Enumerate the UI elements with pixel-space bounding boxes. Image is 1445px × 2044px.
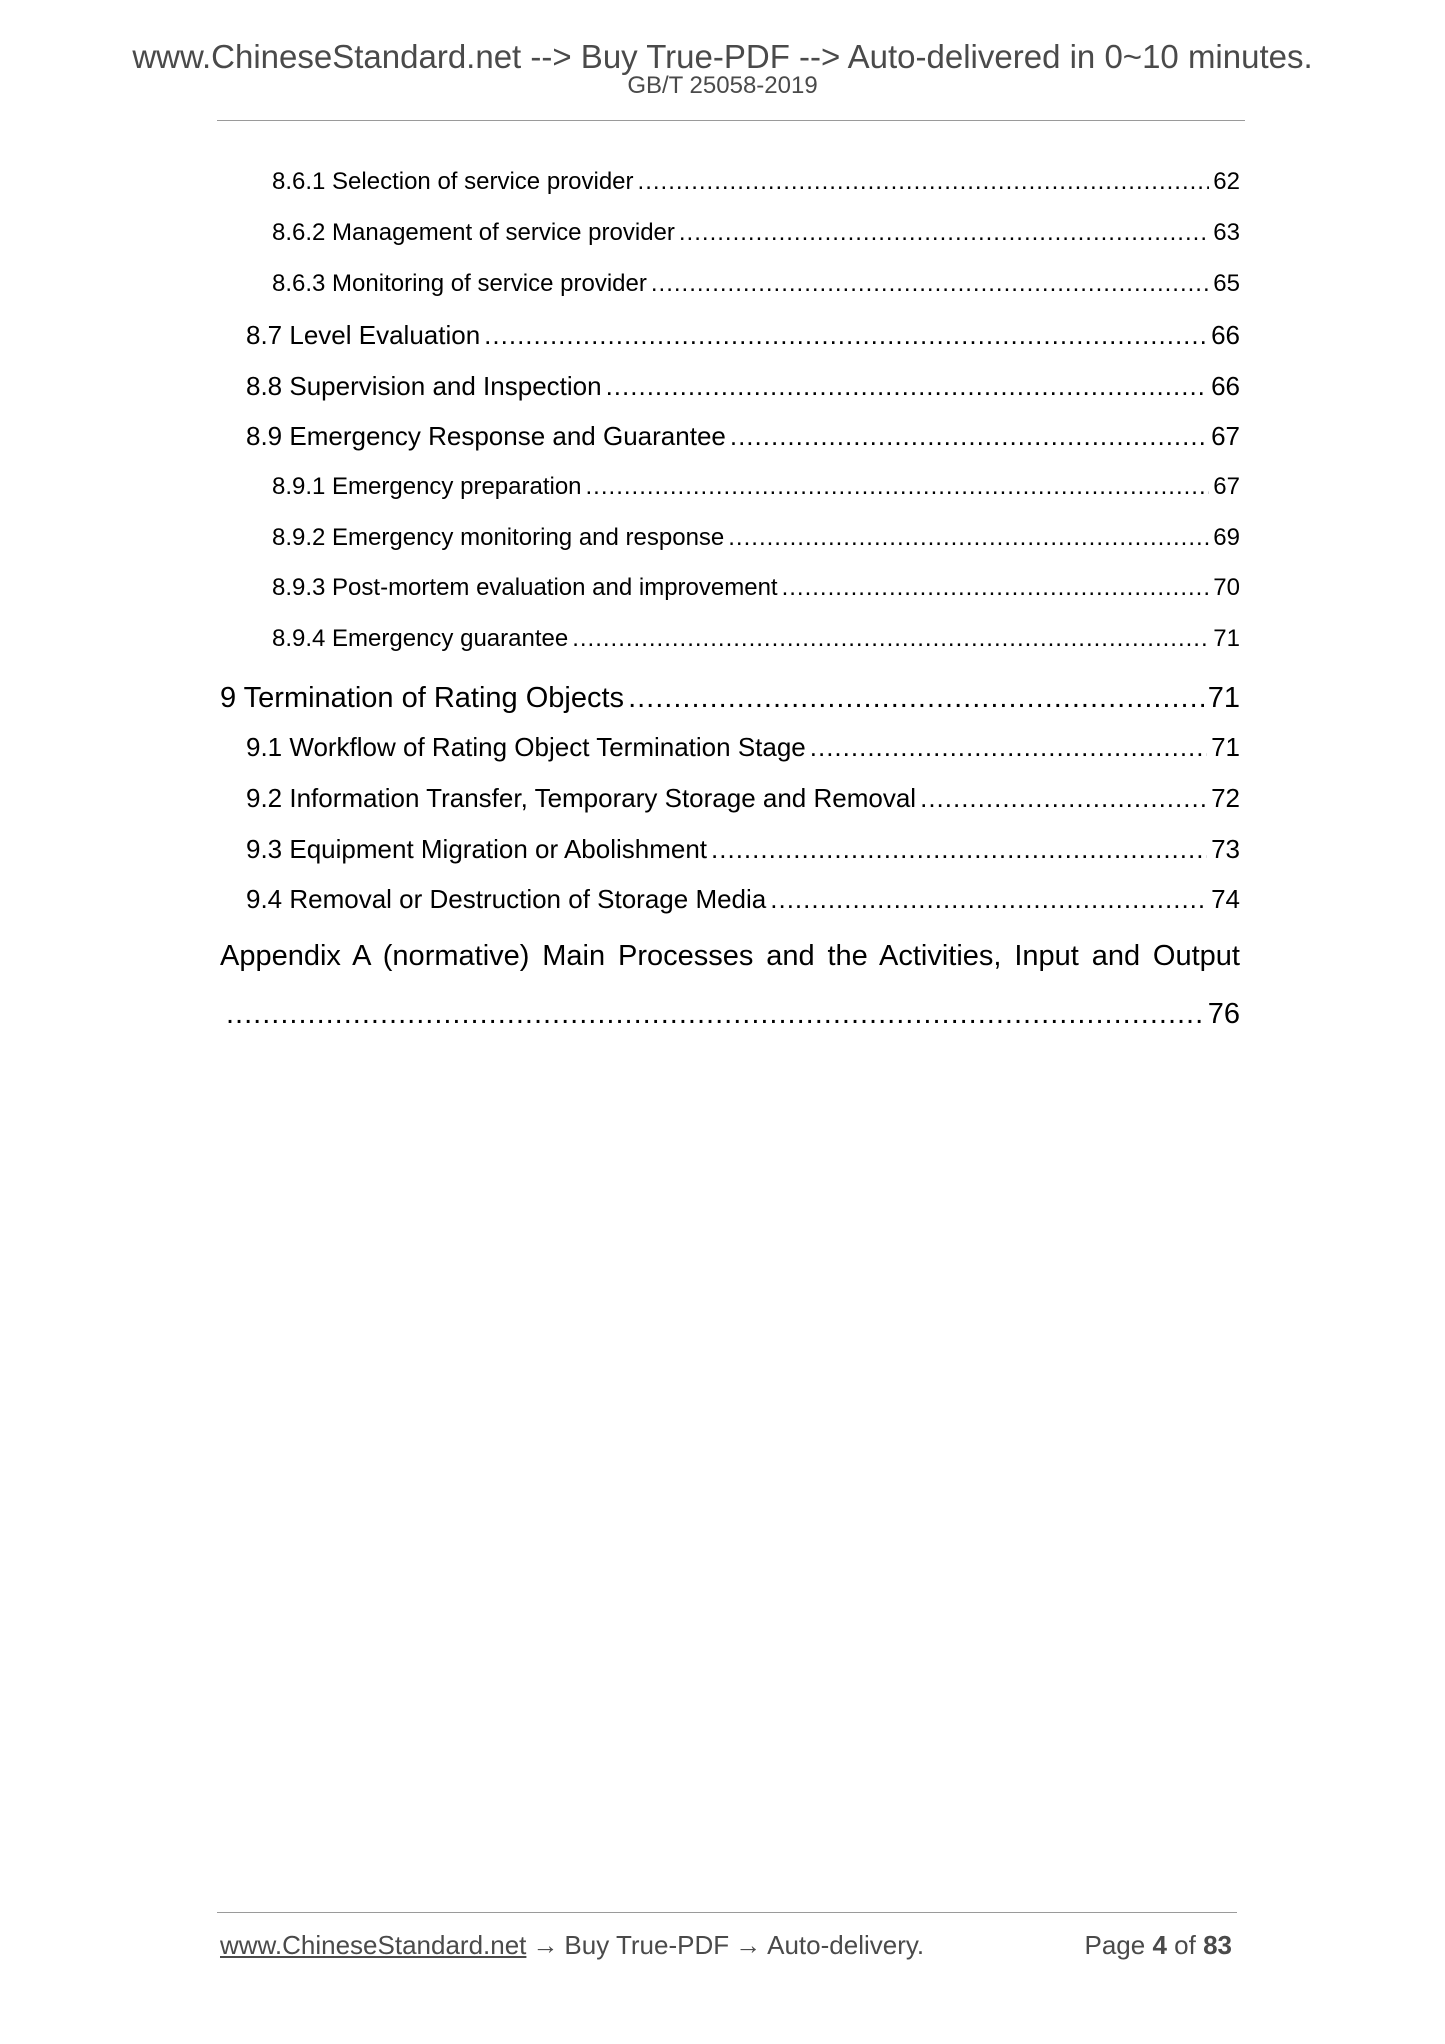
toc-entry-title: 8.7 Level Evaluation bbox=[246, 320, 481, 350]
toc-dot-leader bbox=[770, 884, 1207, 915]
header-divider bbox=[217, 120, 1245, 121]
toc-entry[interactable] bbox=[246, 421, 1240, 452]
toc-entry-title: 9 Termination of Rating Objects bbox=[220, 682, 625, 714]
toc-entry-page: 70 bbox=[1213, 574, 1240, 601]
toc-dot-leader bbox=[782, 574, 1210, 602]
toc-entry-page: 62 bbox=[1213, 168, 1240, 195]
auto-delivery-text: Auto-delivery. bbox=[767, 1930, 925, 1960]
toc-entry[interactable] bbox=[272, 270, 1240, 298]
toc-entry-page: 63 bbox=[1213, 219, 1240, 246]
toc-entry[interactable] bbox=[246, 732, 1240, 763]
page-label: Page bbox=[1084, 1930, 1146, 1960]
toc-entry[interactable] bbox=[272, 168, 1240, 196]
toc-entry[interactable] bbox=[246, 834, 1240, 865]
toc-entry[interactable] bbox=[246, 371, 1240, 402]
toc-entry-page: 67 bbox=[1213, 473, 1240, 500]
toc-entry-page: 71 bbox=[1213, 625, 1240, 652]
toc-dot-leader bbox=[572, 625, 1209, 653]
toc-entry[interactable] bbox=[246, 320, 1240, 351]
toc-entry-page: 65 bbox=[1213, 270, 1240, 297]
toc-entry-title: 9.2 Information Transfer, Temporary Storage and Removal bbox=[246, 783, 917, 813]
toc-entry-page: 69 bbox=[1213, 524, 1240, 551]
page-number: 4 bbox=[1152, 1930, 1167, 1960]
toc-entry-title: 9.4 Removal or Destruction of Storage Media bbox=[246, 884, 767, 914]
toc-dot-leader bbox=[606, 371, 1208, 402]
toc-entry-page: 71 bbox=[1207, 682, 1240, 714]
toc-entry[interactable] bbox=[246, 884, 1240, 915]
toc-entry-title: 9.1 Workflow of Rating Object Termination Stage bbox=[246, 732, 806, 762]
standard-code: GB/T 25058-2019 bbox=[627, 72, 818, 99]
toc-dot-leader bbox=[711, 834, 1207, 865]
toc-dot-leader bbox=[226, 998, 1204, 1031]
toc-entry-title: 8.6.3 Monitoring of service provider bbox=[272, 270, 647, 297]
toc-entry-title: 8.9 Emergency Response and Guarantee bbox=[246, 421, 726, 451]
toc-entry-title: 8.9.2 Emergency monitoring and response bbox=[272, 524, 725, 551]
toc-entry[interactable] bbox=[272, 625, 1240, 653]
toc-entry-title: 8.9.3 Post-mortem evaluation and improvement bbox=[272, 574, 778, 601]
footer-divider bbox=[217, 1912, 1237, 1913]
toc-entry-page: 67 bbox=[1211, 421, 1240, 451]
toc-entry-page: 73 bbox=[1211, 834, 1240, 864]
toc-dot-leader bbox=[728, 524, 1209, 552]
toc-appendix-title[interactable]: Appendix A (normative) Main Processes and the Activities, Input and Output bbox=[220, 940, 1240, 972]
toc-entry-page: 71 bbox=[1211, 732, 1240, 762]
page-footer bbox=[220, 1930, 1232, 1961]
toc-entry[interactable] bbox=[272, 524, 1240, 552]
toc-dot-leader bbox=[638, 168, 1210, 196]
arrow-right-icon: → bbox=[735, 1930, 762, 1960]
toc-entry-title: 8.9.1 Emergency preparation bbox=[272, 473, 582, 500]
toc-entry-page: 72 bbox=[1211, 783, 1240, 813]
toc-dot-leader bbox=[920, 783, 1207, 814]
toc-entry-title: 9.3 Equipment Migration or Abolishment bbox=[246, 834, 708, 864]
page-indicator bbox=[1084, 1930, 1232, 1961]
site-banner: www.ChineseStandard.net --> Buy True-PDF --> Auto-delivered in 0~10 minutes. bbox=[132, 38, 1313, 75]
toc-entry-title: 8.9.4 Emergency guarantee bbox=[272, 625, 569, 652]
toc-entry-title: 8.6.2 Management of service provider bbox=[272, 219, 675, 246]
toc-dot-leader bbox=[810, 732, 1207, 763]
toc-dot-leader bbox=[484, 320, 1207, 351]
toc-entry[interactable] bbox=[246, 783, 1240, 814]
toc-entry-title: 8.6.1 Selection of service provider bbox=[272, 168, 634, 195]
toc-dot-leader bbox=[628, 682, 1204, 715]
toc-entry-title: 8.8 Supervision and Inspection bbox=[246, 371, 602, 401]
toc-entry-page: 66 bbox=[1211, 371, 1240, 401]
of-label: of bbox=[1174, 1930, 1196, 1960]
toc-dot-leader bbox=[679, 219, 1209, 247]
total-pages: 83 bbox=[1203, 1930, 1232, 1960]
toc-entry[interactable] bbox=[272, 473, 1240, 501]
toc-entry[interactable] bbox=[220, 682, 1240, 715]
toc-entry-page: 66 bbox=[1211, 320, 1240, 350]
toc-appendix-page-line[interactable] bbox=[226, 998, 1240, 1031]
buy-true-pdf-text: Buy True-PDF bbox=[564, 1930, 730, 1960]
toc-dot-leader bbox=[651, 270, 1209, 298]
toc-dot-leader bbox=[730, 421, 1207, 452]
site-link[interactable]: www.ChineseStandard.net bbox=[220, 1930, 527, 1960]
toc-entry[interactable] bbox=[272, 219, 1240, 247]
toc-appendix-page: 76 bbox=[1207, 998, 1240, 1030]
arrow-right-icon: → bbox=[532, 1930, 559, 1960]
toc-entry[interactable] bbox=[272, 574, 1240, 602]
toc-entry-page: 74 bbox=[1211, 884, 1240, 914]
footer-links bbox=[220, 1930, 924, 1961]
toc-dot-leader bbox=[586, 473, 1210, 501]
